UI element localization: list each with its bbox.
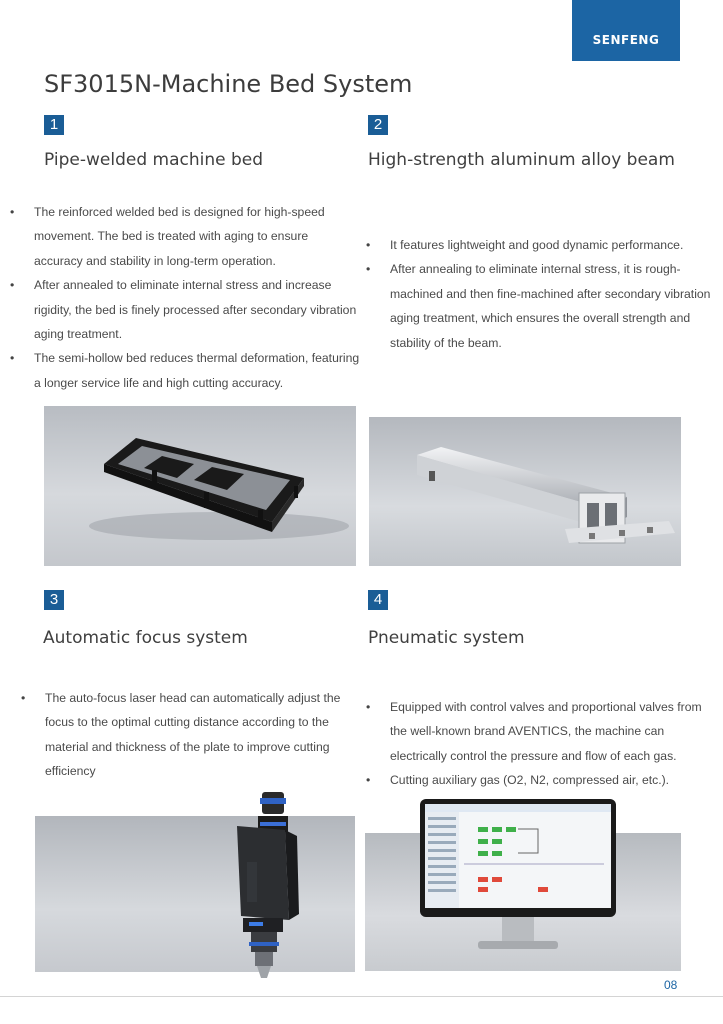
- section-title: Pneumatic system: [368, 628, 525, 648]
- bullet-item: • Cutting auxiliary gas (O2, N2, compressed air, etc.).: [366, 768, 716, 792]
- brand-logo: SENFENG: [592, 33, 660, 47]
- bullet-item: • After annealed to eliminate internal stress and increase rigidity, the bed is finely processed after secondary vibration aging treatment.: [10, 273, 360, 346]
- bullet-item: • The reinforced welded bed is designed for high-speed movement. The bed is treated with aging to ensure accuracy and stability in long-term operation.: [10, 200, 360, 273]
- bullet-item: • After annealing to eliminate internal stress, it is rough-machined and then fine-machined after secondary vibration aging treatment, which ensures the overall strength and stability of the beam.: [366, 257, 711, 355]
- section-title: Automatic focus system: [43, 628, 248, 648]
- section-number-badge: 1: [44, 115, 64, 135]
- section-title: Pipe-welded machine bed: [44, 150, 264, 170]
- section-number-badge: 2: [368, 115, 388, 135]
- section-number-badge: 3: [44, 590, 64, 610]
- page-title: SF3015N-Machine Bed System: [44, 70, 413, 98]
- monitor-software-image: [418, 797, 618, 963]
- footer-divider: [0, 996, 723, 997]
- welded-machine-bed-image: [44, 406, 356, 566]
- bullet-list: [366, 695, 716, 793]
- bullet-list: [21, 686, 361, 784]
- aluminum-beam-image: [369, 417, 681, 566]
- bullet-list: [10, 200, 360, 395]
- section-title: High-strength aluminum alloy beam: [368, 150, 675, 170]
- bullet-item: • It features lightweight and good dynamic performance.: [366, 233, 711, 257]
- laser-head-background: [35, 816, 355, 972]
- bullet-item: • Equipped with control valves and proportional valves from the well-known brand AVENTICS, the machine can electrically control the pressure and flow of each gas.: [366, 695, 716, 768]
- bullet-item: • The auto-focus laser head can automatically adjust the focus to the optimal cutting distance according to the material and thickness of the plate to improve cutting efficiency: [21, 686, 361, 784]
- laser-head-image: [225, 790, 305, 980]
- section-number-badge: 4: [368, 590, 388, 610]
- brand-tab: [572, 0, 680, 61]
- bullet-item: • The semi-hollow bed reduces thermal deformation, featuring a longer service life and high cutting accuracy.: [10, 346, 360, 395]
- bullet-list: [366, 233, 711, 355]
- page-number: 08: [664, 978, 678, 992]
